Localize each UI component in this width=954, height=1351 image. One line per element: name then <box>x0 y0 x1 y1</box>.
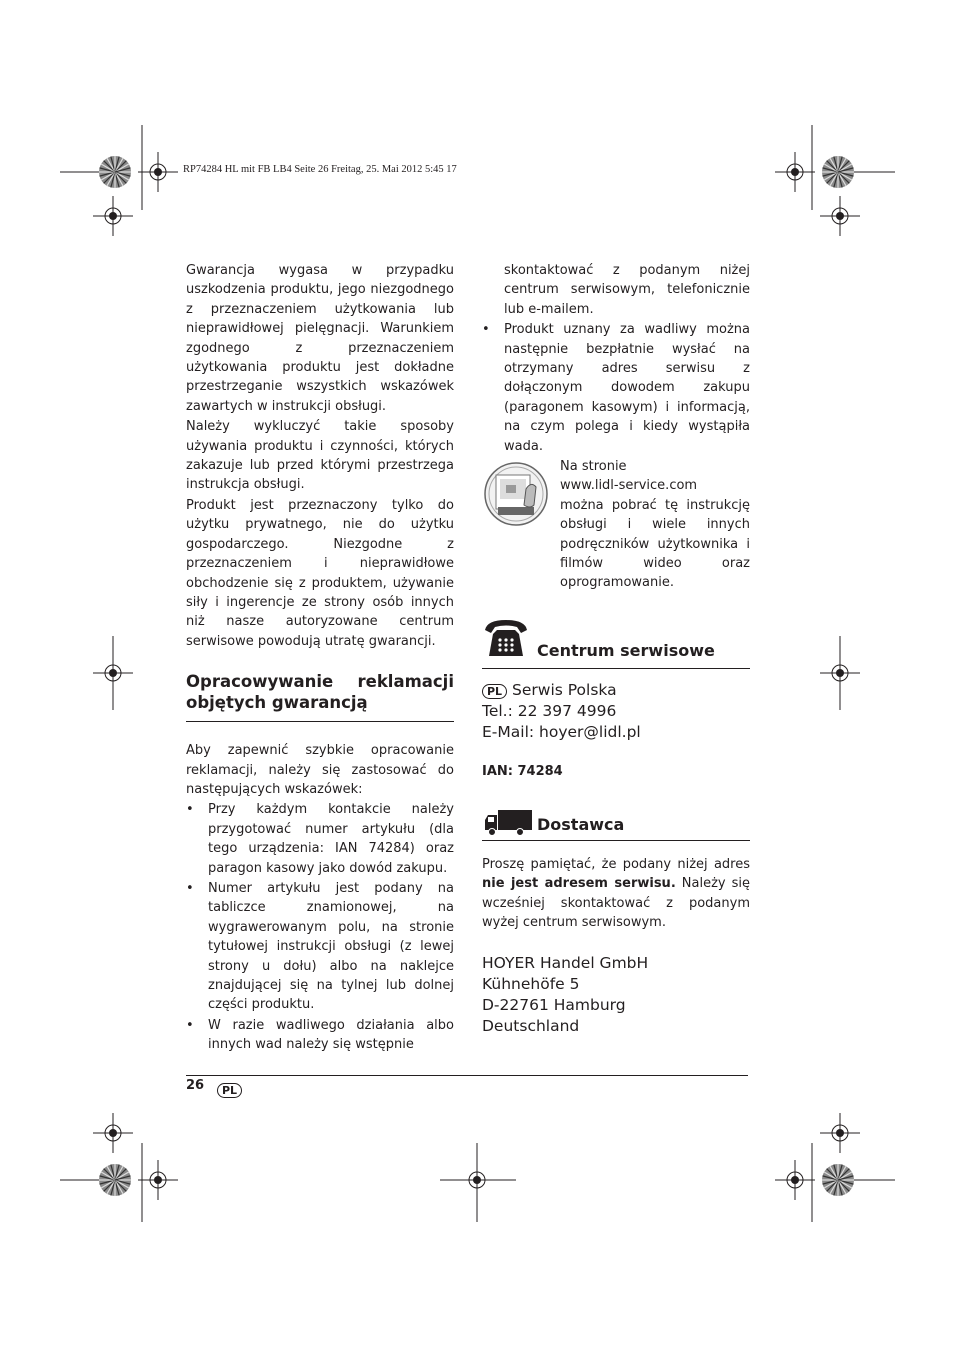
registration-mark-icon <box>138 152 178 192</box>
page-number: 26 <box>186 1078 205 1093</box>
divider <box>482 668 750 669</box>
supplier-heading: Dostawca <box>537 815 625 834</box>
divider <box>482 840 750 841</box>
paragraph: skontaktować z podanym niżej centrum serwisowym, telefonicznie lub e-mailem. <box>504 263 750 317</box>
service-heading: Centrum serwisowe <box>537 641 715 660</box>
paragraph: Produkt jest przeznaczony tylko do użytku prywatnego, nie do użytku gospodarczego. Niezgodne z przeznaczeniem i nieprawidłowe obchodzenie się z produktem, używanie siły i ingerencje ze strony osób innych niż nasze autoryzowane centrum serwisowe powodują utratę gwarancji. <box>186 497 454 649</box>
registration-mark-icon <box>138 1160 178 1200</box>
color-wheel-icon <box>822 156 854 188</box>
divider <box>186 721 454 722</box>
footer-rule <box>186 1075 748 1076</box>
list-item: • Przy każdym kontakcie należy przygotować numer artykułu (dla tego urządzenia: IAN 74284) oraz paragon kasowy jako dowód zakupu. <box>186 802 454 876</box>
address-line: D-22761 Hamburg <box>482 996 626 1014</box>
registration-mark-icon <box>820 196 860 236</box>
service-name: Serwis Polska <box>512 681 617 699</box>
registration-mark-icon <box>775 1160 815 1200</box>
section-heading: Opracowywanie reklamacji objętych gwarancją <box>186 672 454 713</box>
supplier-note: Proszę pamiętać, że podany niżej adres nie jest adresem serwisu. Należy się wcześniej skontaktować z podanym wyżej centrum serwisowym. <box>482 857 750 931</box>
supplier-note-bold: nie jest adresem serwisu. <box>482 876 676 892</box>
address-line: Deutschland <box>482 1017 580 1035</box>
lidl-service-text <box>560 457 750 593</box>
print-imprint: RP74284 HL mit FB LB4 Seite 26 Freitag, 25. Mai 2012 5:45 17 <box>183 164 457 175</box>
lidl-text-line: Na stronie <box>560 459 627 474</box>
supplier-address <box>482 953 648 1037</box>
color-wheel-icon <box>99 156 131 188</box>
lidl-url: www.lidl-service.com <box>560 478 698 494</box>
bullet-list <box>482 320 750 456</box>
registration-mark-icon <box>93 653 133 693</box>
truck-icon <box>484 810 532 836</box>
registration-mark-icon <box>93 1113 133 1153</box>
left-column <box>186 261 454 1056</box>
list-item: • Produkt uznany za wadliwy można następnie bezpłatnie wysłać na otrzymany adres serwisu z dołączonym dowodem zakupu (paragonem kasowym) i informacją, na czym polega i kiedy wystąpiła wada. <box>482 322 750 454</box>
address-line: HOYER Handel GmbH <box>482 954 649 972</box>
paragraph: Należy wykluczyć takie sposoby używania produktu i czynności, których zakazuje lub przed którymi przestrzega instrukcja obsługi. <box>186 419 454 493</box>
registration-mark-icon <box>820 1113 860 1153</box>
registration-mark-icon <box>820 653 860 693</box>
footer-badge-wrap <box>217 1079 242 1098</box>
registration-mark-icon <box>775 152 815 192</box>
phone-icon <box>483 618 529 658</box>
color-wheel-icon <box>99 1164 131 1196</box>
right-column-top <box>482 261 750 457</box>
ian-number: IAN: 74284 <box>482 764 563 779</box>
color-wheel-icon <box>822 1164 854 1196</box>
country-badge: PL <box>217 1083 242 1098</box>
service-name-line <box>482 680 750 701</box>
registration-mark-icon <box>93 196 133 236</box>
lidl-text-body: można pobrać tę instrukcję obsługi i wiele innych podręczników użytkownika i filmów wideo oraz oprogramowanie. <box>560 497 750 591</box>
paragraph: Gwarancja wygasa w przypadku uszkodzenia produktu, jego niezgodnego z przeznaczeniem użytkowania lub nieprawidłowej pielęgnacji. Warunkiem zgodnego z przeznaczeniem użytkowania produktu jest dokładne przestrzeganie wszystkich wskazówek zawartych w instrukcji obsługi. <box>186 263 454 414</box>
country-badge: PL <box>482 684 507 699</box>
service-contact <box>482 680 750 743</box>
address-line: Kühnehöfe 5 <box>482 975 580 993</box>
service-email: E-Mail: hoyer@lidl.pl <box>482 723 641 741</box>
lidl-service-icon <box>482 461 550 527</box>
list-item: • W razie wadliwego działania albo innych wad należy się wstępnie <box>186 1017 454 1053</box>
paragraph: Aby zapewnić szybkie opracowanie reklamacji, należy się zastosować do następujących wskazówek: <box>186 743 454 797</box>
service-phone: Tel.: 22 397 4996 <box>482 702 617 720</box>
list-item: • Numer artykułu jest podany na tabliczce znamionowej, na wygrawerowanym polu, na stronie tytułowej instrukcji obsługi (z lewej strony u dołu) albo na naklejce znajdującej się na tylnej lub dolnej części produktu. <box>186 880 454 1013</box>
bullet-list <box>186 800 454 1054</box>
